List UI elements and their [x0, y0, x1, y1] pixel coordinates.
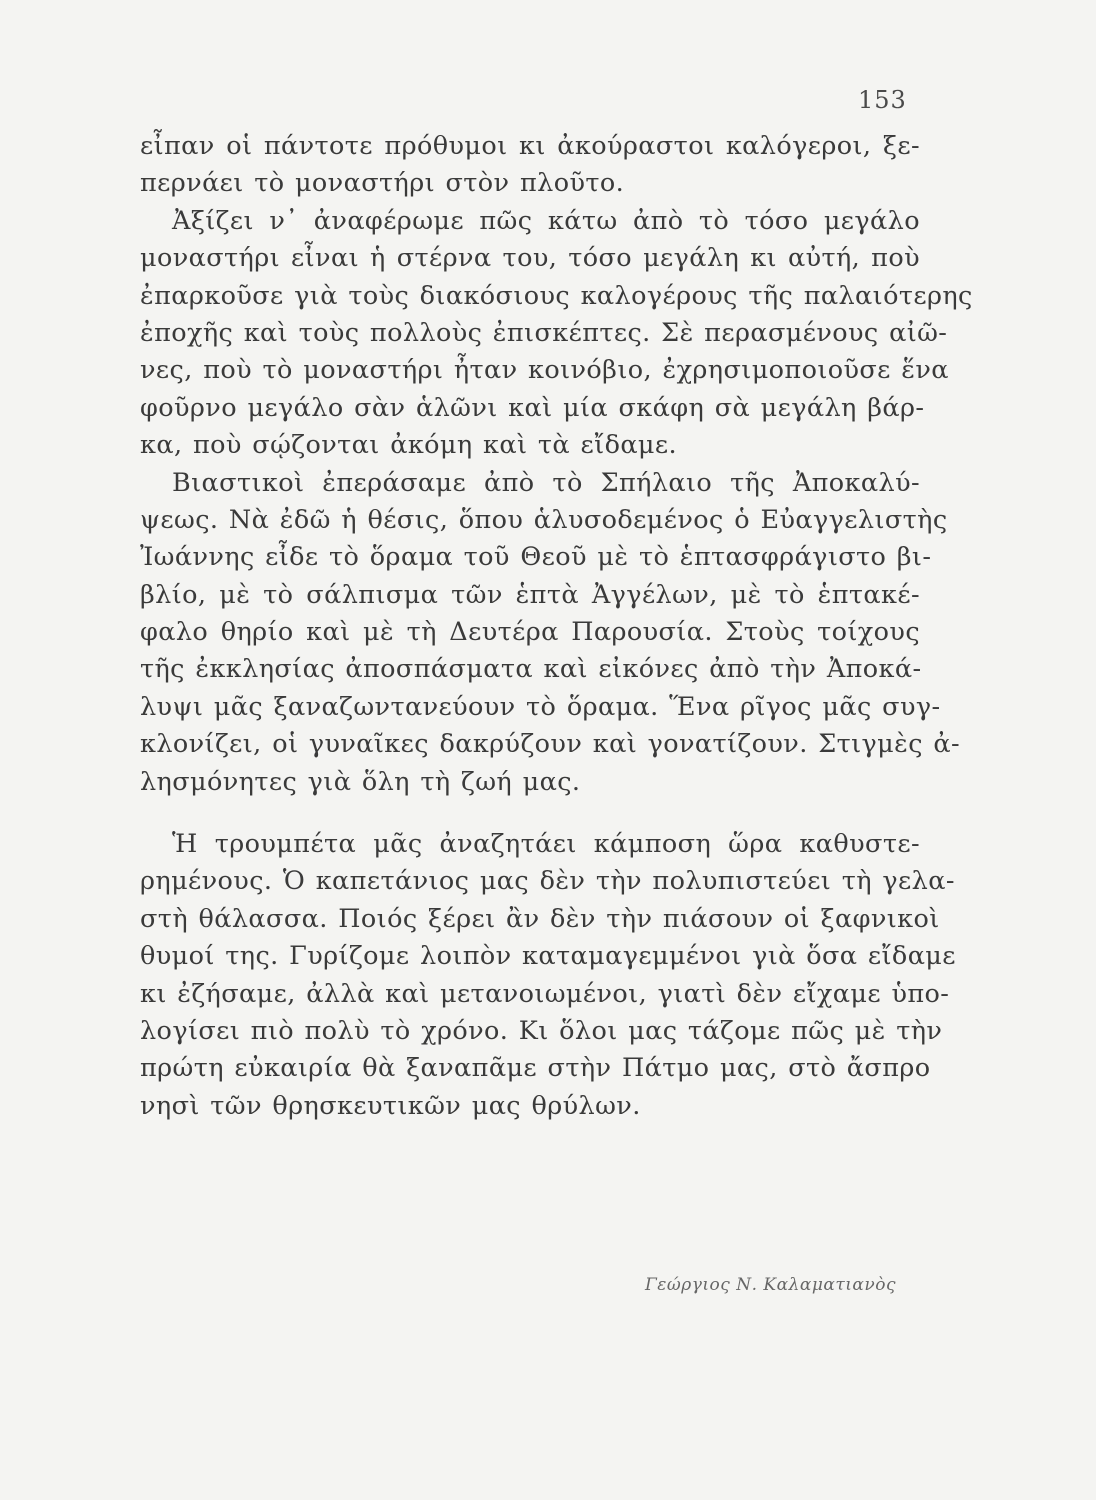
text-line: πρώτη εὐκαιρία θὰ ξαναπᾶμε στὴν Πάτμο μας, στὸ ἄσπρο [140, 1053, 931, 1084]
paragraph-1 [140, 128, 920, 203]
text-line: φοῦρνο μεγάλο σὰν ἁλῶνι καὶ μία σκάφη σὰ μεγάλη βάρ- [140, 392, 925, 423]
text-line: περνάει τὸ μοναστήρι στὸν πλοῦτο. [140, 168, 625, 199]
page-number: 153 [858, 86, 907, 114]
text-line: Ἀξίζει ν᾽ ἀναφέρωμε πῶς κάτω ἀπὸ τὸ τόσο μεγάλο [172, 205, 920, 236]
paragraph-2 [140, 203, 973, 465]
text-line: λυψι μᾶς ξαναζωντανεύουν τὸ ὅραμα. Ἕνα ρῖγος μᾶς συγ- [140, 691, 941, 722]
text-line: κα, ποὺ σῴζονται ἀκόμη καὶ τὰ εἴδαμε. [140, 430, 678, 461]
text-line: φαλο θηρίο καὶ μὲ τὴ Δευτέρα Παρουσία. Στοὺς τοίχους [140, 617, 920, 648]
text-line: ρημένους. Ὁ καπετάνιος μας δὲν τὴν πολυπιστεύει τὴ γελα- [140, 866, 955, 897]
text-line: ἐπαρκοῦσε γιὰ τοὺς διακόσιους καλογέρους τῆς παλαιότερης [140, 280, 973, 311]
paragraph-3 [140, 465, 961, 802]
author-signature: Γεώργιος Ν. Καλαματιανὸς [644, 1275, 896, 1295]
text-line: Βιαστικοὶ ἐπεράσαμε ἀπὸ τὸ Σπήλαιο τῆς Ἀποκαλύ- [172, 467, 920, 498]
text-line: Ἡ τρουμπέτα μᾶς ἀναζητάει κάμποση ὥρα καθυστε- [172, 829, 920, 860]
text-line: κλονίζει, οἱ γυναῖκες δακρύζουν καὶ γονατίζουν. Στιγμὲς ἀ- [140, 729, 961, 760]
body-text [140, 128, 973, 1125]
text-line: νησὶ τῶν θρησκευτικῶν μας θρύλων. [140, 1090, 641, 1121]
paragraph-4 [140, 826, 956, 1125]
text-line: θυμοί της. Γυρίζομε λοιπὸν καταμαγεμμένοι γιὰ ὅσα εἴδαμε [140, 941, 956, 972]
text-line: νες, ποὺ τὸ μοναστήρι ἦταν κοινόβιο, ἐχρησιμοποιοῦσε ἕνα [140, 355, 949, 386]
text-line: Ἰωάννης εἶδε τὸ ὅραμα τοῦ Θεοῦ μὲ τὸ ἑπτασφράγιστο βι- [140, 542, 932, 573]
text-line: κι ἐζήσαμε, ἀλλὰ καὶ μετανοιωμένοι, γιατὶ δὲν εἴχαμε ὑπο- [140, 978, 950, 1009]
text-line: στὴ θάλασσα. Ποιός ξέρει ἂν δὲν τὴν πιάσουν οἱ ξαφνικοὶ [140, 903, 940, 934]
text-line: μοναστήρι εἶναι ἡ στέρνα του, τόσο μεγάλη κι αὐτή, ποὺ [140, 243, 920, 274]
text-line: λησμόνητες γιὰ ὅλη τὴ ζωή μας. [140, 766, 581, 797]
text-line: τῆς ἐκκλησίας ἀποσπάσματα καὶ εἰκόνες ἀπὸ τὴν Ἀποκά- [140, 654, 922, 685]
text-line: βλίο, μὲ τὸ σάλπισμα τῶν ἑπτὰ Ἀγγέλων, μὲ τὸ ἑπτακέ- [140, 579, 920, 610]
section-gap [140, 801, 920, 826]
text-line: ἐποχῆς καὶ τοὺς πολλοὺς ἐπισκέπτες. Σὲ περασμένους αἰῶ- [140, 317, 948, 348]
text-line: λογίσει πιὸ πολὺ τὸ χρόνο. Κι ὅλοι μας τάζομε πῶς μὲ τὴν [140, 1015, 943, 1046]
text-line: εἶπαν οἱ πάντοτε πρόθυμοι κι ἀκούραστοι καλόγεροι, ξε- [140, 131, 920, 161]
text-line: ψεως. Νὰ ἐδῶ ἡ θέσις, ὅπου ἁλυσοδεμένος ὁ Εὐαγγελιστὴς [140, 504, 948, 535]
